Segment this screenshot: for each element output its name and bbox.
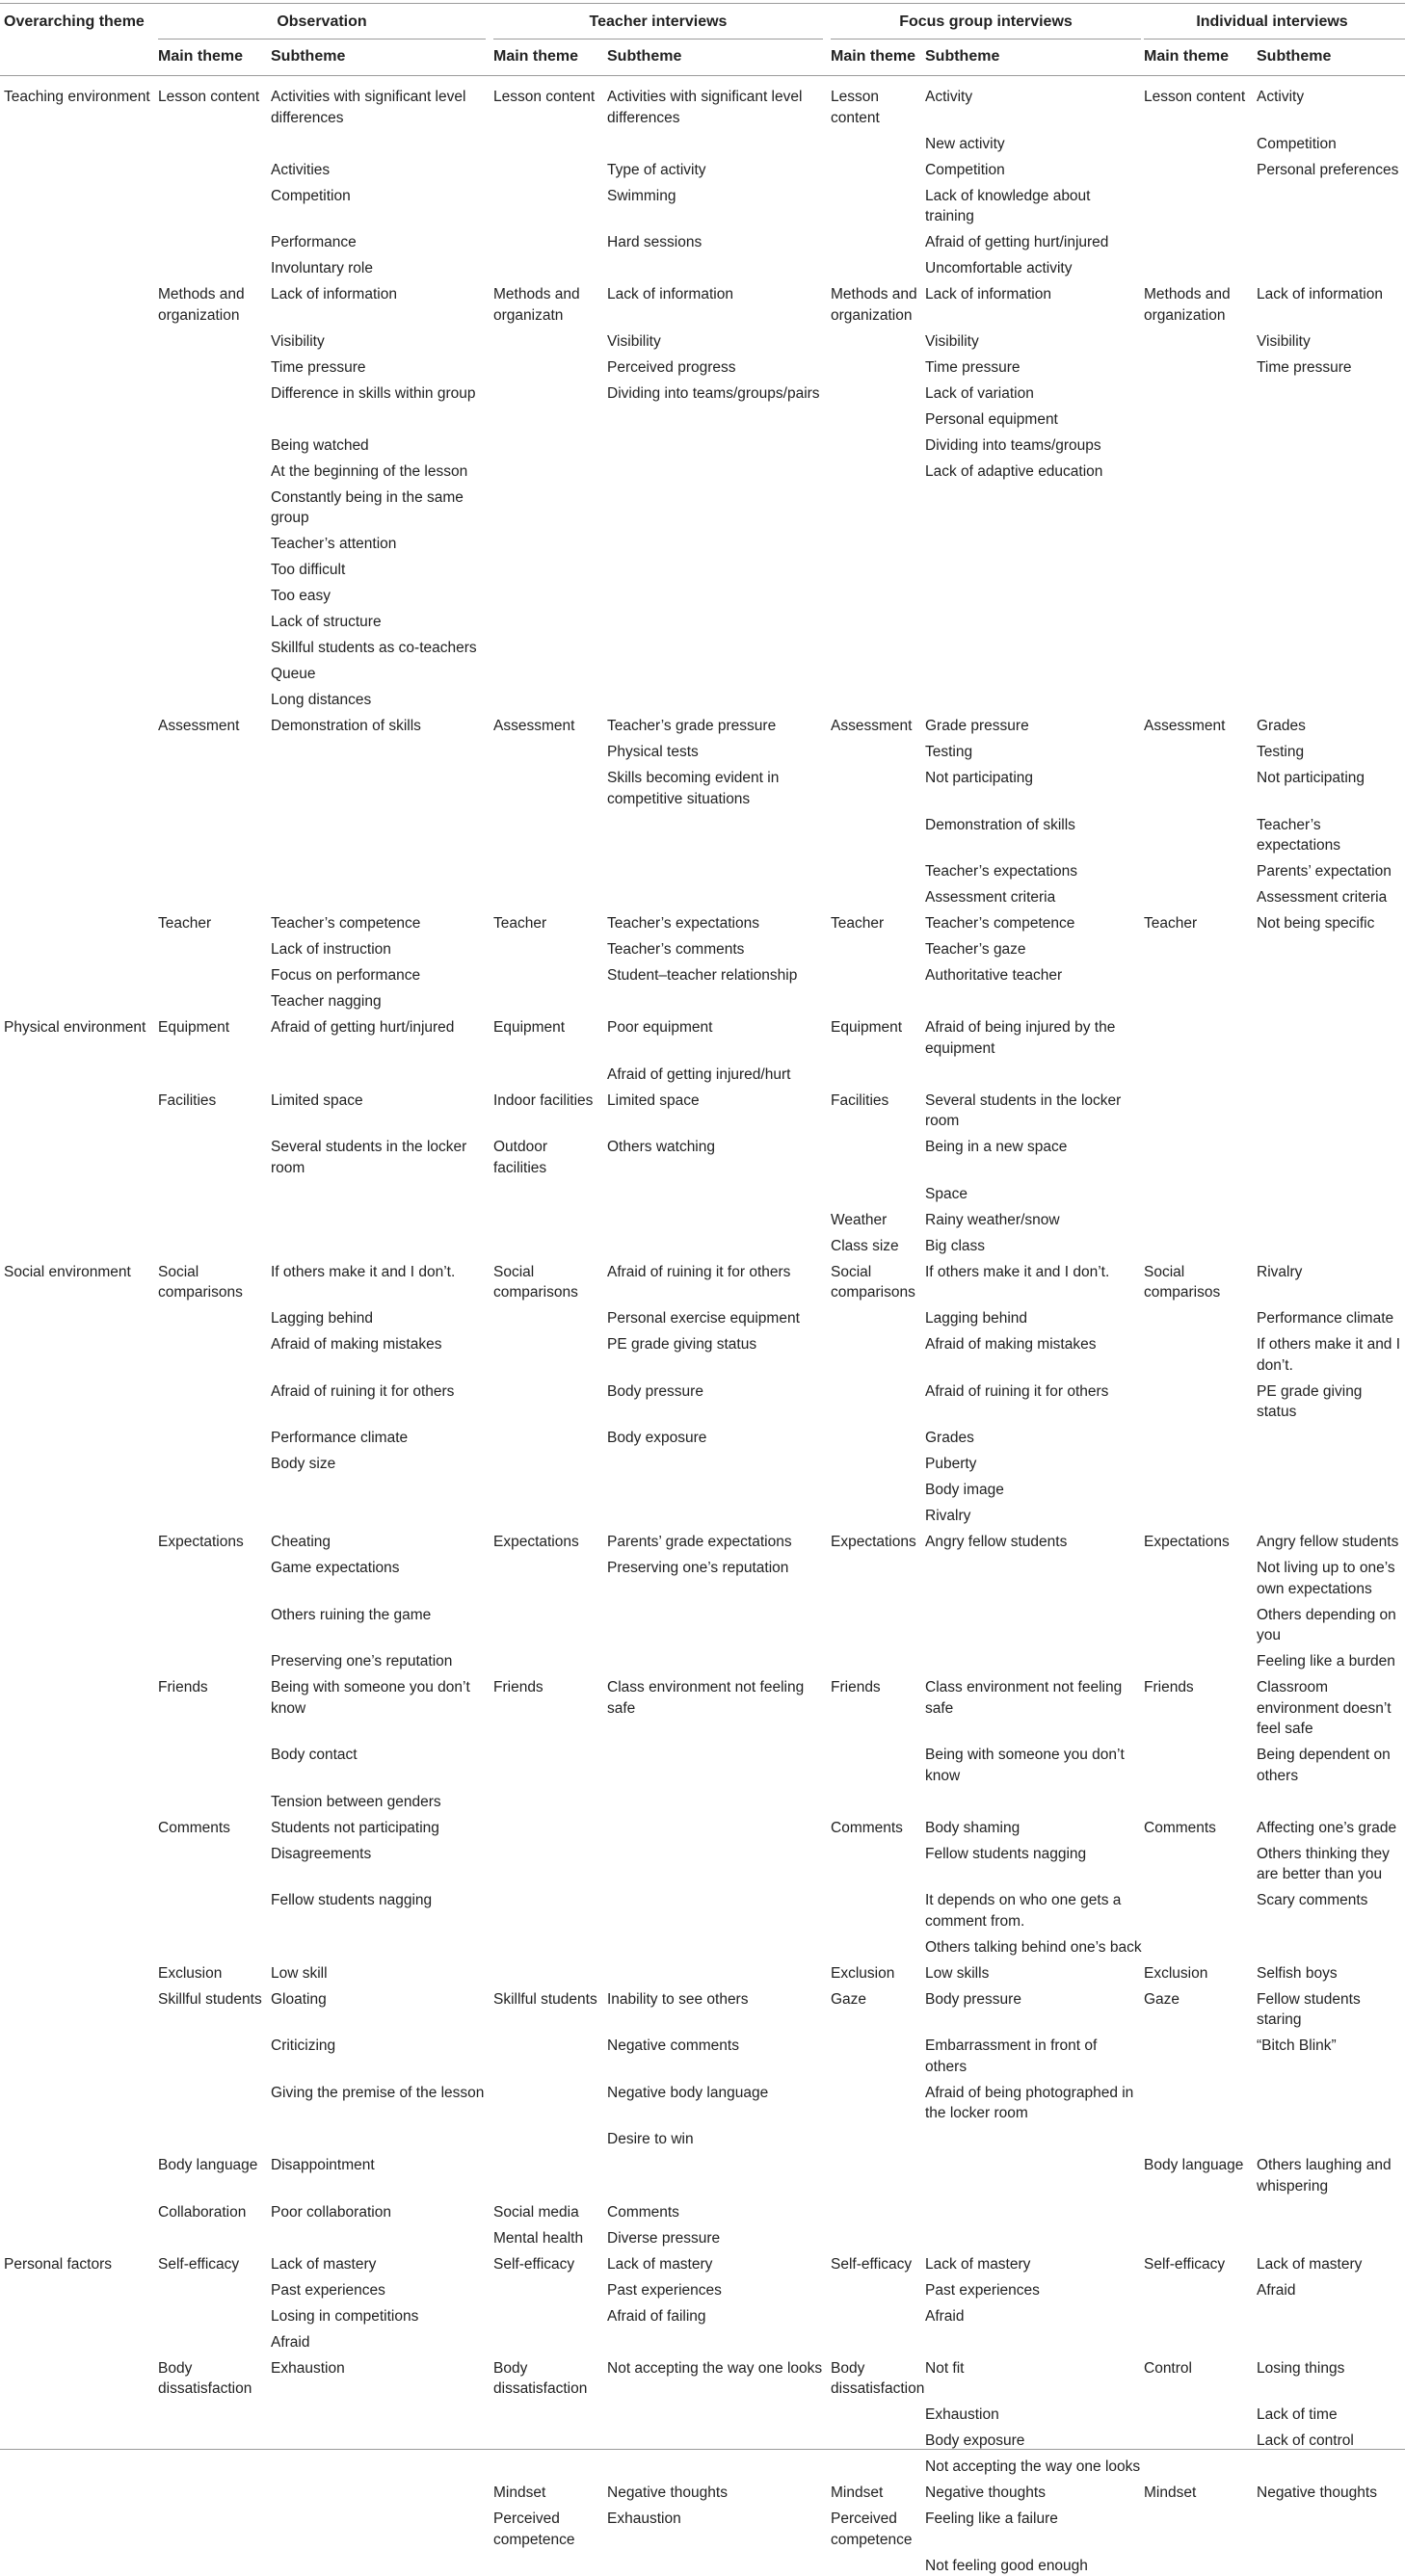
table-cell: Friends [831, 1677, 923, 1698]
table-cell: Past experiences [271, 2280, 490, 2301]
table-cell: Assessment [1144, 716, 1255, 737]
table-cell: Involuntary role [271, 258, 490, 279]
table-cell: Performance climate [271, 1428, 490, 1449]
table-cell: Visibility [607, 331, 829, 353]
table-cell: Indoor facilities [493, 1091, 604, 1112]
table-cell: Competition [271, 186, 490, 207]
table-cell: Preserving one’s reputation [607, 1558, 829, 1579]
table-cell: Activity [925, 87, 1142, 108]
table-cell: Being watched [271, 435, 490, 457]
table-cell: Not living up to one’s own expectations [1257, 1558, 1401, 1599]
table-cell: Dividing into teams/groups/pairs [607, 383, 829, 405]
table-cell: Not participating [1257, 768, 1401, 789]
table-cell: Body dissatisfaction [493, 2358, 604, 2400]
table-cell: Negative thoughts [925, 2483, 1142, 2504]
table-cell: Physical tests [607, 742, 829, 763]
table-cell: Class environment not feeling safe [607, 1677, 829, 1719]
table-cell: Others depending on you [1257, 1605, 1401, 1646]
table-cell: Social comparisons [158, 1262, 269, 1303]
subtheme-header: Subtheme [607, 46, 681, 67]
table-cell: Assessment [831, 716, 923, 737]
table-cell: Performance climate [1257, 1308, 1401, 1329]
table-cell: Personal equipment [925, 409, 1142, 431]
table-cell: Criticizing [271, 2036, 490, 2057]
table-cell: Competition [925, 160, 1142, 181]
table-cell: Self-efficacy [1144, 2254, 1255, 2275]
table-cell: Space [925, 1184, 1142, 1205]
table-cell: Being dependent on others [1257, 1745, 1401, 1786]
table-cell: Others ruining the game [271, 1605, 490, 1626]
table-cell: Teacher [831, 913, 923, 934]
table-cell: Activities with significant level differences [271, 87, 490, 128]
table-cell: Teacher [493, 913, 604, 934]
table-cell: Queue [271, 664, 490, 685]
table-cell: Body exposure [607, 1428, 829, 1449]
table-cell: Grades [1257, 716, 1401, 737]
table-cell: Parents’ expectation [1257, 861, 1401, 882]
table-cell: Gloating [271, 1989, 490, 2011]
table-cell: Equipment [493, 1017, 604, 1038]
table-cell: Methods and organization [1144, 284, 1255, 326]
table-cell: Giving the premise of the lesson [271, 2083, 490, 2104]
table-cell: Preserving one’s reputation [271, 1651, 490, 1672]
table-cell: Poor equipment [607, 1017, 829, 1038]
table-cell: Comments [831, 1818, 923, 1839]
table-cell: Afraid of being photographed in the locker room [925, 2083, 1142, 2124]
table-cell: Limited space [271, 1091, 490, 1112]
table-cell: Several students in the locker room [271, 1137, 490, 1178]
table-cell: Class environment not feeling safe [925, 1677, 1142, 1719]
table-cell: Body exposure [925, 2431, 1142, 2452]
table-cell: Afraid of ruining it for others [607, 1262, 829, 1283]
table-cell: Not feeling good enough [925, 2556, 1142, 2576]
subtheme-header: Subtheme [1257, 46, 1331, 67]
table-cell: If others make it and I don’t. [1257, 1334, 1401, 1376]
table-cell: Mindset [831, 2483, 923, 2504]
table-cell: PE grade giving status [1257, 1381, 1401, 1423]
table-cell: Puberty [925, 1454, 1142, 1475]
table-cell: Personal factors [4, 2254, 156, 2275]
table-cell: Personal exercise equipment [607, 1308, 829, 1329]
table-cell: Low skills [925, 1963, 1142, 1985]
table-cell: Student–teacher relationship [607, 965, 829, 986]
table-cell: Equipment [158, 1017, 269, 1038]
table-cell: Personal preferences [1257, 160, 1401, 181]
table-cell: Lack of instruction [271, 939, 490, 960]
table-cell: Self-efficacy [158, 2254, 269, 2275]
main-theme-header: Main theme [158, 46, 243, 67]
table-cell: Assessment [493, 716, 604, 737]
table-cell: Outdoor facilities [493, 1137, 604, 1178]
group-header: Focus group interviews [831, 12, 1141, 33]
table-cell: Exhaustion [925, 2405, 1142, 2426]
table-cell: Teacher’s competence [271, 913, 490, 934]
table-cell: Social comparisos [1144, 1262, 1255, 1303]
table-cell: Mental health [493, 2228, 604, 2249]
table-cell: Lack of variation [925, 383, 1142, 405]
table-cell: Body image [925, 1480, 1142, 1501]
table-cell: Perceived competence [493, 2509, 604, 2550]
table-cell: Teacher’s expectations [925, 861, 1142, 882]
subtheme-header: Subtheme [925, 46, 999, 67]
table-cell: Collaboration [158, 2202, 269, 2223]
table-cell: Body contact [271, 1745, 490, 1766]
table-cell: Desire to win [607, 2129, 829, 2150]
table-cell: Time pressure [1257, 357, 1401, 379]
table-cell: Lesson content [1144, 87, 1255, 108]
table-cell: PE grade giving status [607, 1334, 829, 1355]
table-cell: Afraid of ruining it for others [271, 1381, 490, 1403]
table-cell: Comments [607, 2202, 829, 2223]
table-cell: Activities [271, 160, 490, 181]
table-cell: Students not participating [271, 1818, 490, 1839]
table-cell: Diverse pressure [607, 2228, 829, 2249]
table-cell: Equipment [831, 1017, 923, 1038]
table-cell: Lagging behind [925, 1308, 1142, 1329]
table-cell: Lack of mastery [925, 2254, 1142, 2275]
table-cell: Exclusion [831, 1963, 923, 1985]
table-cell: Inability to see others [607, 1989, 829, 2011]
table-cell: Assessment [158, 716, 269, 737]
table-cell: Losing in competitions [271, 2306, 490, 2327]
table-cell: Type of activity [607, 160, 829, 181]
table-cell: Afraid of making mistakes [925, 1334, 1142, 1355]
table-cell: Visibility [1257, 331, 1401, 353]
table-cell: Lesson content [493, 87, 604, 108]
table-cell: Social comparisons [831, 1262, 923, 1303]
table-cell: If others make it and I don’t. [271, 1262, 490, 1283]
table-cell: Swimming [607, 186, 829, 207]
table-cell: Cheating [271, 1532, 490, 1553]
table-cell: Dividing into teams/groups [925, 435, 1142, 457]
table-cell: It depends on who one gets a comment from. [925, 1890, 1142, 1932]
table-cell: Afraid of getting hurt/injured [271, 1017, 490, 1038]
table-cell: Perceived progress [607, 357, 829, 379]
table-cell: Others laughing and whispering [1257, 2155, 1401, 2196]
table-cell: Classroom environment doesn’t feel safe [1257, 1677, 1401, 1740]
table-cell: Expectations [493, 1532, 604, 1553]
table-cell: Mindset [1144, 2483, 1255, 2504]
table-cell: Negative thoughts [607, 2483, 829, 2504]
bottom-rule [0, 2449, 1405, 2450]
table-cell: Lack of structure [271, 612, 490, 633]
table-cell: Mindset [493, 2483, 604, 2504]
table-cell: Lack of information [607, 284, 829, 305]
table-cell: Time pressure [271, 357, 490, 379]
table-cell: Too difficult [271, 560, 490, 581]
table-cell: Body dissatisfaction [158, 2358, 269, 2400]
table-cell: Friends [1144, 1677, 1255, 1698]
table-cell: Afraid of getting injured/hurt [607, 1065, 829, 1086]
table-cell: Game expectations [271, 1558, 490, 1579]
table-cell: At the beginning of the lesson [271, 461, 490, 483]
table-cell: Expectations [158, 1532, 269, 1553]
table-cell: Afraid of ruining it for others [925, 1381, 1142, 1403]
table-cell: Self-efficacy [493, 2254, 604, 2275]
table-cell: Teacher’s expectations [607, 913, 829, 934]
table-cell: Past experiences [607, 2280, 829, 2301]
table-cell: Parents’ grade expectations [607, 1532, 829, 1553]
table-cell: Body pressure [925, 1989, 1142, 2011]
table-cell: Social environment [4, 1262, 156, 1283]
table-cell: Lack of mastery [1257, 2254, 1401, 2275]
table-cell: Being with someone you don’t know [271, 1677, 490, 1719]
table-cell: Affecting one’s grade [1257, 1818, 1401, 1839]
table-cell: Teaching environment [4, 87, 156, 108]
main-theme-header: Main theme [493, 46, 578, 67]
table-cell: Teacher’s competence [925, 913, 1142, 934]
table-cell: Lack of adaptive education [925, 461, 1142, 483]
table-cell: Grades [925, 1428, 1142, 1449]
table-cell: Difference in skills within group [271, 383, 490, 405]
table-cell: Demonstration of skills [271, 716, 490, 737]
table-cell: Not participating [925, 768, 1142, 789]
table-cell: Exhaustion [271, 2358, 490, 2379]
table-cell: Body pressure [607, 1381, 829, 1403]
table-cell: Visibility [925, 331, 1142, 353]
table-cell: Scary comments [1257, 1890, 1401, 1911]
table-cell: Skillful students as co-teachers [271, 638, 490, 659]
table-cell: Gaze [831, 1989, 923, 2011]
table-cell: Negative body language [607, 2083, 829, 2104]
table-cell: Physical environment [4, 1017, 156, 1038]
table-cell: Lack of information [271, 284, 490, 305]
table-cell: “Bitch Blink” [1257, 2036, 1401, 2057]
table-cell: Afraid [271, 2332, 490, 2353]
table-cell: Authoritative teacher [925, 965, 1142, 986]
table-cell: Lack of mastery [271, 2254, 490, 2275]
table-cell: Fellow students staring [1257, 1989, 1401, 2031]
table-cell: Facilities [831, 1091, 923, 1112]
table-cell: Expectations [831, 1532, 923, 1553]
table-cell: Long distances [271, 690, 490, 711]
table-cell: Lack of knowledge about training [925, 186, 1142, 227]
table-cell: Body size [271, 1454, 490, 1475]
table-cell: Tension between genders [271, 1792, 490, 1813]
group-header: Individual interviews [1144, 12, 1400, 33]
table-cell: Lack of mastery [607, 2254, 829, 2275]
table-cell: Others talking behind one’s back [925, 1937, 1142, 1958]
group-header: Observation [158, 12, 486, 33]
table-cell: Teacher’s gaze [925, 939, 1142, 960]
table-cell: Disappointment [271, 2155, 490, 2176]
table-cell: Lagging behind [271, 1308, 490, 1329]
table-cell: Skills becoming evident in competitive situations [607, 768, 829, 809]
table-cell: Expectations [1144, 1532, 1255, 1553]
table-cell: Skillful students [493, 1989, 604, 2011]
table-cell: Rainy weather/snow [925, 1210, 1142, 1231]
table-cell: New activity [925, 134, 1142, 155]
table-cell: Time pressure [925, 357, 1142, 379]
table-cell: Lack of time [1257, 2405, 1401, 2426]
table-cell: Too easy [271, 586, 490, 607]
table-cell: Disagreements [271, 1844, 490, 1865]
table-cell: Focus on performance [271, 965, 490, 986]
group-header: Teacher interviews [493, 12, 823, 33]
table-cell: Afraid [1257, 2280, 1401, 2301]
table-cell: Others watching [607, 1137, 829, 1158]
table-cell: Perceived competence [831, 2509, 923, 2550]
table-cell: Comments [158, 1818, 269, 1839]
table-cell: Negative thoughts [1257, 2483, 1401, 2504]
table-cell: Afraid of making mistakes [271, 1334, 490, 1355]
table-cell: Past experiences [925, 2280, 1142, 2301]
table-cell: Exclusion [158, 1963, 269, 1985]
table-cell: Friends [158, 1677, 269, 1698]
table-cell: Not being specific [1257, 913, 1401, 934]
table-cell: Poor collaboration [271, 2202, 490, 2223]
table-cell: Not fit [925, 2358, 1142, 2379]
table-cell: Lack of information [925, 284, 1142, 305]
subtheme-header: Subtheme [271, 46, 345, 67]
table-cell: Losing things [1257, 2358, 1401, 2379]
table-cell: Lack of control [1257, 2431, 1401, 2452]
table-cell: Low skill [271, 1963, 490, 1985]
table-cell: Teacher [158, 913, 269, 934]
table-cell: Hard sessions [607, 232, 829, 253]
table-cell: Skillful students [158, 1989, 269, 2011]
table-cell: Social media [493, 2202, 604, 2223]
table-cell: Control [1144, 2358, 1255, 2379]
table-cell: Testing [925, 742, 1142, 763]
table-cell: Lesson content [831, 87, 923, 128]
table-cell: Teacher [1144, 913, 1255, 934]
table-cell: Methods and organization [158, 284, 269, 326]
table-cell: Rivalry [1257, 1262, 1401, 1283]
table-cell: Teacher’s attention [271, 534, 490, 555]
table-cell: Visibility [271, 331, 490, 353]
table-cell: Gaze [1144, 1989, 1255, 2011]
table-cell: Teacher’s grade pressure [607, 716, 829, 737]
table-cell: Activity [1257, 87, 1401, 108]
table-cell: Not accepting the way one looks [925, 2457, 1142, 2478]
table-cell: Others thinking they are better than you [1257, 1844, 1401, 1885]
table-cell: Competition [1257, 134, 1401, 155]
table-cell: Friends [493, 1677, 604, 1698]
table-cell: Facilities [158, 1091, 269, 1112]
table-cell: Teacher’s expectations [1257, 815, 1401, 856]
table-cell: Social comparisons [493, 1262, 604, 1303]
table-cell: Teacher’s comments [607, 939, 829, 960]
table-cell: Afraid of being injured by the equipment [925, 1017, 1142, 1059]
table-cell: Feeling like a failure [925, 2509, 1142, 2530]
table-cell: Methods and organizatn [493, 284, 604, 326]
table-cell: Exclusion [1144, 1963, 1255, 1985]
table-cell: Embarrassment in front of others [925, 2036, 1142, 2077]
table-cell: Uncomfortable activity [925, 258, 1142, 279]
table-cell: Afraid of getting hurt/injured [925, 232, 1142, 253]
table-cell: Comments [1144, 1818, 1255, 1839]
table-cell: Methods and organization [831, 284, 923, 326]
table-cell: Negative comments [607, 2036, 829, 2057]
table-cell: If others make it and I don’t. [925, 1262, 1142, 1283]
table-cell: Limited space [607, 1091, 829, 1112]
table-cell: Weather [831, 1210, 923, 1231]
table-cell: Afraid [925, 2306, 1142, 2327]
table-cell: Several students in the locker room [925, 1091, 1142, 1132]
table-cell: Selfish boys [1257, 1963, 1401, 1985]
table-cell: Demonstration of skills [925, 815, 1142, 836]
table-cell: Self-efficacy [831, 2254, 923, 2275]
table-cell: Angry fellow students [925, 1532, 1142, 1553]
table-cell: Not accepting the way one looks [607, 2358, 829, 2379]
table-cell: Lesson content [158, 87, 269, 108]
table-cell: Constantly being in the same group [271, 487, 490, 529]
overarching-theme-header: Overarching theme [4, 12, 148, 33]
table-cell: Big class [925, 1236, 1142, 1257]
table-cell: Class size [831, 1236, 923, 1257]
table-cell: Feeling like a burden [1257, 1651, 1401, 1672]
table-cell: Fellow students nagging [271, 1890, 490, 1911]
table-cell: Rivalry [925, 1506, 1142, 1527]
table-cell: Assessment criteria [925, 887, 1142, 908]
table-cell: Lack of information [1257, 284, 1401, 305]
table-cell: Body language [158, 2155, 269, 2176]
header-bottom-rule [0, 75, 1405, 76]
table-cell: Assessment criteria [1257, 887, 1401, 908]
table-cell: Teacher nagging [271, 991, 490, 1012]
table-cell: Activities with significant level differences [607, 87, 829, 128]
table-cell: Being in a new space [925, 1137, 1142, 1158]
table-cell: Body shaming [925, 1818, 1142, 1839]
table-cell: Being with someone you don’t know [925, 1745, 1142, 1786]
table-cell: Grade pressure [925, 716, 1142, 737]
table-cell: Fellow students nagging [925, 1844, 1142, 1865]
table-cell: Testing [1257, 742, 1401, 763]
table-cell: Body dissatisfaction [831, 2358, 923, 2400]
table-cell: Exhaustion [607, 2509, 829, 2530]
table-cell: Angry fellow students [1257, 1532, 1401, 1553]
table-cell: Body language [1144, 2155, 1255, 2176]
table-cell: Performance [271, 232, 490, 253]
top-rule [0, 3, 1405, 4]
table-cell: Afraid of failing [607, 2306, 829, 2327]
main-theme-header: Main theme [1144, 46, 1229, 67]
main-theme-header: Main theme [831, 46, 915, 67]
